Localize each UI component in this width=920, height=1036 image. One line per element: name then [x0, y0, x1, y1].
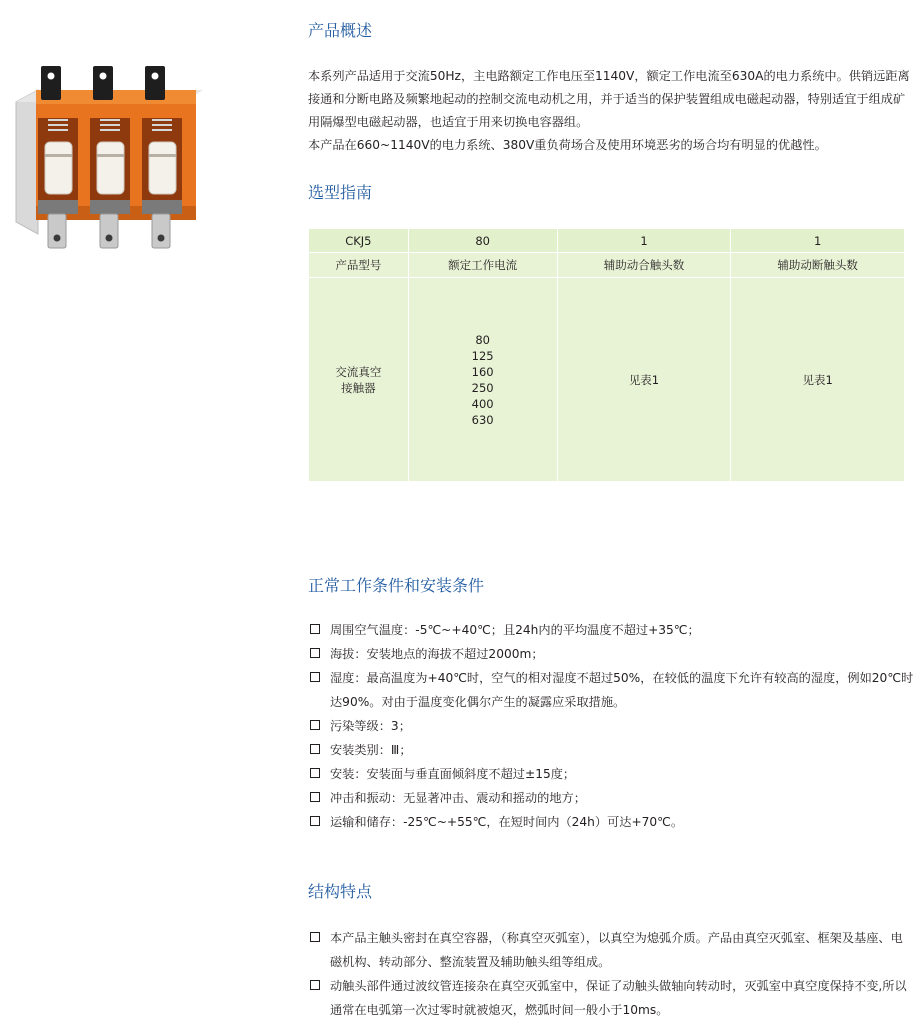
rated-current-value: 125 — [471, 348, 494, 363]
rated-current-value: 400 — [471, 396, 494, 411]
checkbox-icon — [310, 768, 320, 778]
conditions-list — [308, 618, 914, 834]
table-cell: 1 — [731, 229, 904, 252]
rated-current-value: 630 — [471, 412, 494, 427]
list-item-text: 安装：安装面与垂直面倾斜度不超过±15度； — [330, 767, 576, 781]
table-cell: CKJ5 — [309, 229, 408, 252]
table-header-cell: 辅助动断触头数 — [731, 253, 904, 277]
checkbox-icon — [310, 720, 320, 730]
table-header-cell: 额定工作电流 — [409, 253, 557, 277]
product-image — [8, 62, 213, 252]
checkbox-icon — [310, 648, 320, 658]
table-header-cell: 产品型号 — [309, 253, 408, 277]
table-code-row — [309, 229, 904, 252]
list-item — [308, 810, 914, 834]
list-item-text: 湿度：最高温度为+40℃时，空气的相对湿度不超过50%，在较低的温度下允许有较高的湿度，例如20℃时达90%。对由于温度变化偶尔产生的凝露应采取措施。 — [330, 671, 914, 709]
selection-table — [308, 228, 905, 482]
table-header-row — [309, 253, 904, 277]
list-item-text: 安装类别：Ⅲ； — [330, 743, 412, 757]
aux-no-cell: 见表1 — [558, 278, 731, 481]
table-cell: 80 — [409, 229, 557, 252]
rated-current-cell — [409, 278, 557, 481]
list-item — [308, 642, 914, 666]
checkbox-icon — [310, 932, 320, 942]
list-item-text: 周围空气温度：-5℃~+40℃；且24h内的平均温度不超过+35℃； — [330, 623, 700, 637]
list-item — [308, 926, 914, 974]
list-item — [308, 974, 914, 1022]
list-item — [308, 762, 914, 786]
list-item — [308, 618, 914, 642]
list-item-text: 污染等级：3； — [330, 719, 411, 733]
selection-title: 选型指南 — [308, 183, 373, 202]
rated-current-value: 80 — [475, 332, 490, 347]
product-name-line: 接触器 — [341, 380, 376, 395]
rated-current-value: 250 — [471, 380, 494, 395]
checkbox-icon — [310, 672, 320, 682]
table-body-row — [309, 278, 904, 481]
product-name-line: 交流真空 — [335, 364, 382, 379]
list-item-text: 动触头部件通过波纹管连接杂在真空灭弧室中，保证了动触头做轴向转动时，灭弧室中真空度保持不变,所以通常在电弧第一次过零时就被熄灭，燃弧时间一般小于10ms。 — [330, 979, 907, 1017]
overview-paragraph-2: 本产品在660~1140V的电力系统、380V重负荷场合及使用环境恶劣的场合均有明显的优越性。 — [308, 138, 827, 152]
list-item-text: 海拔：安装地点的海拔不超过2000m； — [330, 647, 544, 661]
product-name-cell — [309, 278, 408, 481]
conditions-title: 正常工作条件和安装条件 — [308, 576, 485, 595]
rated-current-value: 160 — [471, 364, 494, 379]
aux-nc-cell: 见表1 — [731, 278, 904, 481]
checkbox-icon — [310, 624, 320, 634]
checkbox-icon — [310, 792, 320, 802]
checkbox-icon — [310, 980, 320, 990]
structure-list — [308, 926, 914, 1022]
list-item-text: 运输和储存：-25℃~+55℃，在短时间内（24h）可达+70℃。 — [330, 815, 684, 829]
checkbox-icon — [310, 744, 320, 754]
list-item — [308, 666, 914, 714]
list-item — [308, 714, 914, 738]
list-item-text: 本产品主触头密封在真空容器，（称真空灭弧室），以真空为熄弧介质。产品由真空灭弧室、框架及基座、电磁机构、转动部分、整流装置及辅助触头组等组成。 — [330, 931, 903, 969]
list-item — [308, 738, 914, 762]
structure-title: 结构特点 — [308, 882, 373, 901]
list-item — [308, 786, 914, 810]
list-item-text: 冲击和振动：无显著冲击、震动和摇动的地方； — [330, 791, 586, 805]
overview-paragraph-1: 本系列产品适用于交流50Hz，主电路额定工作电压至1140V，额定工作电流至630A的电力系统中。供销远距离接通和分断电路及频繁地起动的控制交流电动机之用，并于适当的保护装置组成电磁起动器，特别适宜于组成矿用隔爆型电磁起动器，也适宜于用来切换电容器组。 — [308, 69, 910, 129]
table-header-cell: 辅助动合触头数 — [558, 253, 731, 277]
checkbox-icon — [310, 816, 320, 826]
table-cell: 1 — [558, 229, 731, 252]
overview-title: 产品概述 — [308, 21, 373, 40]
